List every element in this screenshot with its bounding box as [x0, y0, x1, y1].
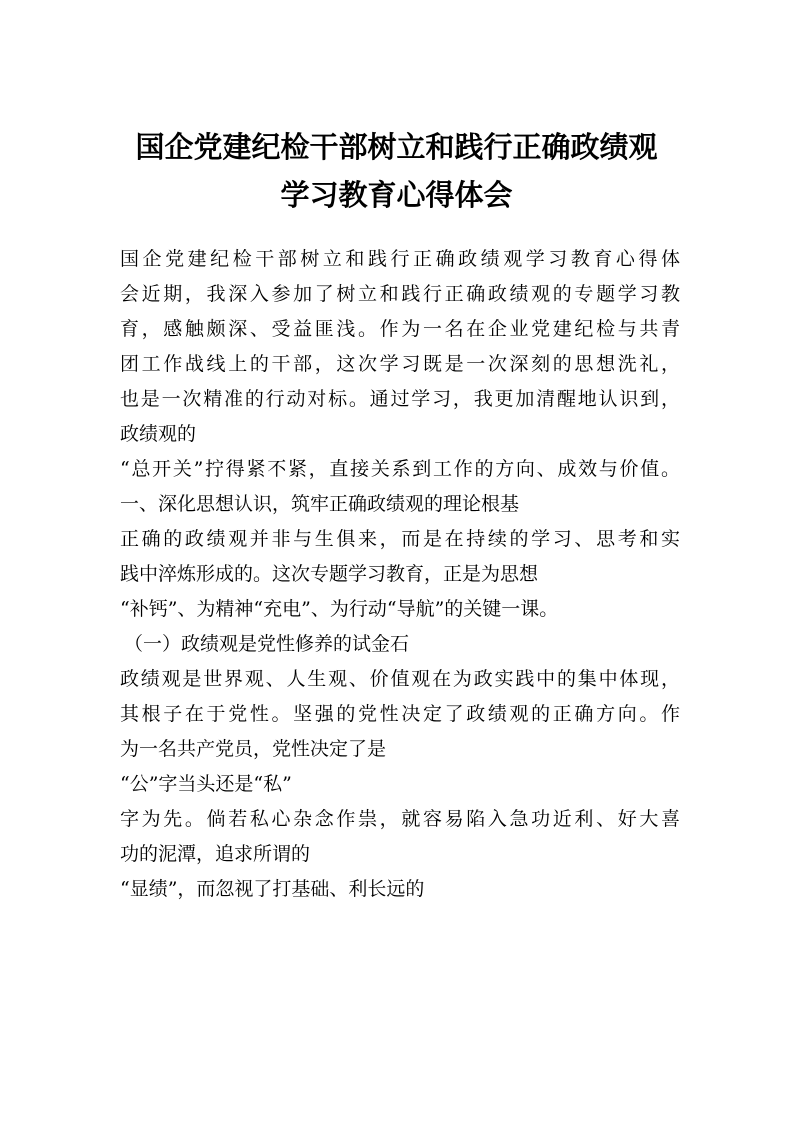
body-line: “补钙”、为精神“充电”、为行动“导航”的关键一课。 [120, 598, 559, 620]
body-line: “公”字当头还是“私” [120, 773, 292, 795]
body-line: 育，感触颇深、受益匪浅。作为一名在企业党建纪检与共青 [120, 318, 680, 340]
section-heading: 一、深化思想认识，筑牢正确政绩观的理论根基 [120, 493, 520, 515]
body-line: 也是一次精准的行动对标。通过学习，我更加清醒地认识到， [120, 388, 680, 410]
body-line: 政绩观的 [120, 423, 197, 445]
body-line: “总开关”拧得紧不紧，直接关系到工作的方向、成效与价值。 [120, 458, 680, 480]
body-line: 会近期，我深入参加了树立和践行正确政绩观的专题学习教 [120, 283, 680, 305]
document-body [120, 242, 680, 907]
document-title-line-1: 国企党建纪检干部树立和践行正确政绩观 [135, 130, 658, 164]
body-line: 践中淬炼形成的。这次专题学习教育，正是为思想 [120, 563, 539, 585]
body-line: 其根子在于党性。坚强的党性决定了政绩观的正确方向。作 [120, 703, 680, 725]
document-title-line-2: 学习教育心得体会 [280, 178, 513, 212]
body-line: 字为先。倘若私心杂念作祟，就容易陷入急功近利、好大喜 [120, 808, 680, 830]
body-line: 政绩观是世界观、人生观、价值观在为政实践中的集中体现， [120, 668, 680, 690]
body-line: “显绩”，而忽视了打基础、利长远的 [120, 878, 425, 900]
body-line: 国企党建纪检干部树立和践行正确政绩观学习教育心得体 [120, 248, 680, 270]
body-line: 为一名共产党员，党性决定了是 [120, 738, 387, 760]
body-line: 正确的政绩观并非与生俱来，而是在持续的学习、思考和实 [120, 528, 680, 550]
subsection-heading: （一）政绩观是党性修养的试金石 [124, 633, 410, 655]
body-line: 功的泥潭，追求所谓的 [120, 843, 311, 865]
body-line: 团工作战线上的干部，这次学习既是一次深刻的思想洗礼， [120, 353, 680, 375]
